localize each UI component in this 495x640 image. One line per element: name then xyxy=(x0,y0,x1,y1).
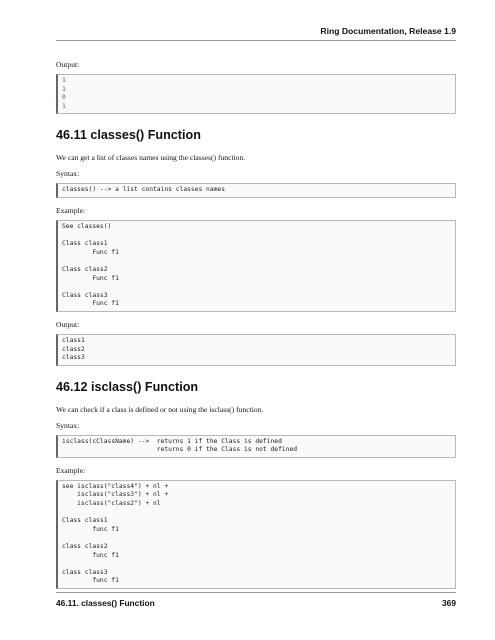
section-intro: We can check if a class is defined or not using the isclass() function. xyxy=(56,404,264,414)
code-line: Func f1 xyxy=(62,274,119,282)
output-label: Output: xyxy=(56,60,80,69)
output-code-block xyxy=(56,74,456,114)
syntax-code-block xyxy=(56,183,456,198)
code-line: See classes() xyxy=(62,222,112,230)
running-footer-section: 46.11. classes() Function xyxy=(56,598,155,608)
example-code-block xyxy=(56,480,456,589)
code-line: classes() --> a list contains classes names xyxy=(62,186,226,194)
code-line: Func f1 xyxy=(62,248,119,256)
code-line: Class class2 xyxy=(62,265,108,273)
code-line: 0 xyxy=(62,94,66,102)
code-line: isclass("class2") + nl xyxy=(62,500,161,508)
code-line: class2 xyxy=(62,345,85,353)
page-number: 369 xyxy=(442,598,456,608)
code-line: func f1 xyxy=(62,577,119,585)
running-header: Ring Documentation, Release 1.9 xyxy=(320,26,456,36)
example-label: Example: xyxy=(56,205,86,215)
code-line: 1 xyxy=(62,77,66,84)
footer-rule xyxy=(56,592,456,593)
code-line: returns 0 if the Class is not defined xyxy=(62,446,298,454)
output-label: Output: xyxy=(56,319,80,329)
output-code-block xyxy=(56,334,456,366)
section-heading-isclass: 46.12 isclass() Function xyxy=(56,379,199,394)
page-content xyxy=(56,60,456,597)
code-line: class class2 xyxy=(62,543,108,551)
code-line: see isclass("class4") + nl + xyxy=(62,482,169,490)
code-line: func f1 xyxy=(62,551,119,559)
code-line: Func f1 xyxy=(62,300,119,308)
code-line: func f1 xyxy=(62,525,119,533)
example-code-block xyxy=(56,220,456,312)
header-rule xyxy=(56,40,456,41)
code-line: 1 xyxy=(62,85,66,93)
example-label: Example: xyxy=(56,465,86,475)
syntax-label: Syntax: xyxy=(56,169,80,179)
code-line: Class class3 xyxy=(62,291,108,299)
code-line: class class3 xyxy=(62,568,108,576)
code-line: 1 xyxy=(62,102,66,110)
code-line: class1 xyxy=(62,336,85,344)
code-line: Class class1 xyxy=(62,240,108,248)
code-line: Class class1 xyxy=(62,517,108,525)
code-line: isclass(cClassName) --> returns 1 if the Class is defined xyxy=(62,437,282,445)
section-intro: We can get a list of classes names using the classes() function. xyxy=(56,153,246,163)
code-line: isclass("class3") + nl + xyxy=(62,491,169,499)
syntax-code-block xyxy=(56,435,456,458)
code-line: class3 xyxy=(62,354,85,362)
syntax-label: Syntax: xyxy=(56,420,80,430)
section-heading-classes: 46.11 classes() Function xyxy=(56,128,201,143)
